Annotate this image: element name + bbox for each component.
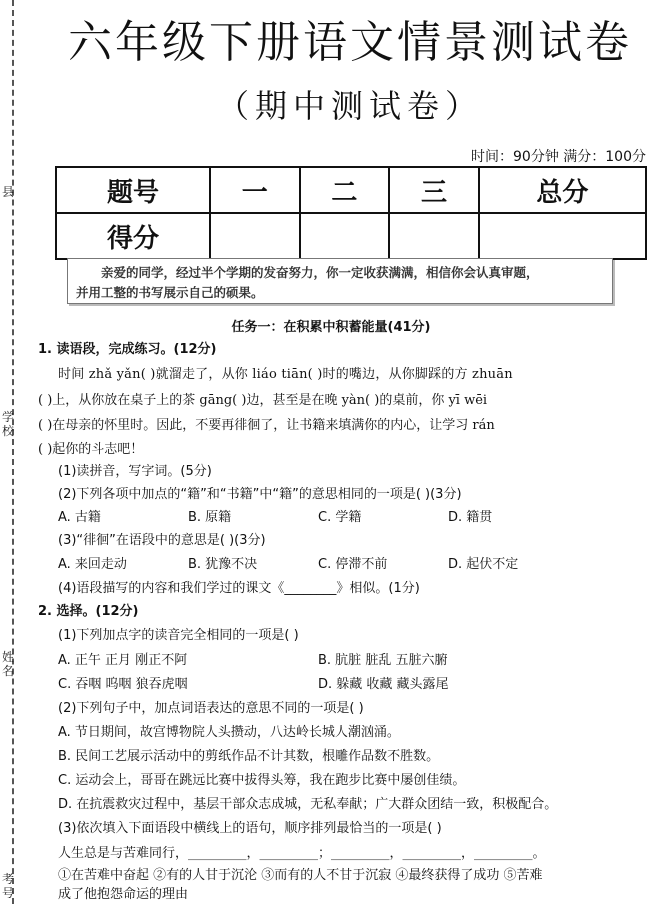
- subquestion: (2)下列句子中，加点词语表达的意思不同的一项是( ): [58, 701, 364, 716]
- notice-box: [67, 258, 613, 304]
- question-1-heading: 1. 读语段，完成练习。(12分): [38, 342, 217, 357]
- score-input-cell[interactable]: [479, 213, 646, 259]
- subquestion: (4)语段描写的内容和我们学过的课文《________》相似。(1分): [58, 581, 420, 596]
- option[interactable]: A. 古籍: [58, 510, 101, 525]
- passage-line: 时间 zhǎ yǎn( )就溜走了，从你 liáo tiān( )时的嘴边，从你脚踩的方 zhuān: [58, 367, 513, 382]
- score-table-header-row: [56, 167, 646, 213]
- option[interactable]: B. 犹豫不决: [188, 557, 258, 572]
- passage-line: ( )上，从你放在桌子上的茶 gāng( )边，甚至是在晚 yàn( )的桌前，你 yī wēi: [38, 393, 488, 408]
- score-header-cell: 题号: [56, 167, 210, 213]
- score-table-score-row: [56, 213, 646, 259]
- notice-line: 亲爱的同学，经过半个学期的发奋努力，你一定收获满满，相信你会认真审题，: [101, 265, 539, 280]
- subquestion: (1)下列加点字的读音完全相同的一项是( ): [58, 628, 299, 643]
- option[interactable]: B. 原籍: [188, 510, 232, 525]
- option[interactable]: C. 运动会上，哥哥在跳远比赛中拔得头筹，我在跑步比赛中屡创佳绩。: [58, 773, 466, 788]
- score-header-cell: 三: [389, 167, 479, 213]
- option[interactable]: A. 节日期间，故宫博物院人头攒动，八达岭长城人潮汹涌。: [58, 725, 400, 740]
- option[interactable]: B. 肮脏 脏乱 五脏六腑: [318, 653, 448, 668]
- margin-label-name: 姓名: [2, 650, 15, 678]
- margin-label-exam-number: 考号: [2, 872, 15, 900]
- option[interactable]: D. 籍贯: [448, 510, 493, 525]
- option[interactable]: A. 正午 正月 刚正不阿: [58, 653, 188, 668]
- score-header-cell: 一: [210, 167, 300, 213]
- subquestion: (1)读拼音，写字词。(5分): [58, 464, 212, 479]
- score-input-cell[interactable]: [300, 213, 390, 259]
- score-input-cell[interactable]: [389, 213, 479, 259]
- option[interactable]: C. 停滞不前: [318, 557, 388, 572]
- option-list: ①在苦难中奋起 ②有的人甘于沉沦 ③而有的人不甘于沉寂 ④最终获得了成功 ⑤苦难: [58, 868, 543, 883]
- passage-line: ( )在母亲的怀里时。因此，不要再徘徊了，让书籍来填满你的内心，让学习 rán: [38, 418, 495, 433]
- task-title: 任务一：在积累中积蓄能量(41分): [231, 320, 431, 335]
- margin-label-county: 县: [2, 185, 15, 199]
- option[interactable]: A. 来回走动: [58, 557, 127, 572]
- page-subtitle: （期中测试卷）: [216, 87, 483, 125]
- option[interactable]: C. 学籍: [318, 510, 362, 525]
- passage-line: ( )起你的斗志吧！: [38, 442, 144, 457]
- option-list: 成了他抱怨命运的理由: [58, 887, 189, 902]
- score-input-cell[interactable]: [210, 213, 300, 259]
- subquestion: (3)“徘徊”在语段中的意思是( )(3分): [58, 533, 266, 548]
- passage-line: 人生总是与苦难同行，_________，_________；_________，_________，_________。: [58, 846, 546, 861]
- binding-line: [12, 0, 14, 904]
- margin-label-school: 学校: [2, 410, 15, 438]
- score-label-cell: 得分: [56, 213, 210, 259]
- page-title: 六年级下册语文情景测试卷: [68, 17, 632, 68]
- option[interactable]: D. 起伏不定: [448, 557, 519, 572]
- subquestion: (2)下列各项中加点的“籍”和“书籍”中“籍”的意思相同的一项是( )(3分): [58, 487, 462, 502]
- notice-line: 并用工整的书写展示自己的硕果。: [76, 285, 264, 300]
- score-header-cell: 二: [300, 167, 390, 213]
- score-header-cell: 总分: [479, 167, 646, 213]
- option[interactable]: D. 在抗震救灾过程中，基层干部众志成城，无私奉献；广大群众团结一致，积极配合。: [58, 797, 558, 812]
- option[interactable]: D. 躲藏 收藏 藏头露尾: [318, 677, 449, 692]
- option[interactable]: C. 吞咽 呜咽 狼吞虎咽: [58, 677, 188, 692]
- option[interactable]: B. 民间工艺展示活动中的剪纸作品不计其数，根雕作品数不胜数。: [58, 749, 440, 764]
- score-table: [55, 166, 647, 260]
- subquestion: (3)依次填入下面语段中横线上的语句，顺序排列最恰当的一项是( ): [58, 821, 442, 836]
- question-2-heading: 2. 选择。(12分): [38, 604, 139, 619]
- time-info: 时间：90分钟 满分：100分: [471, 149, 646, 165]
